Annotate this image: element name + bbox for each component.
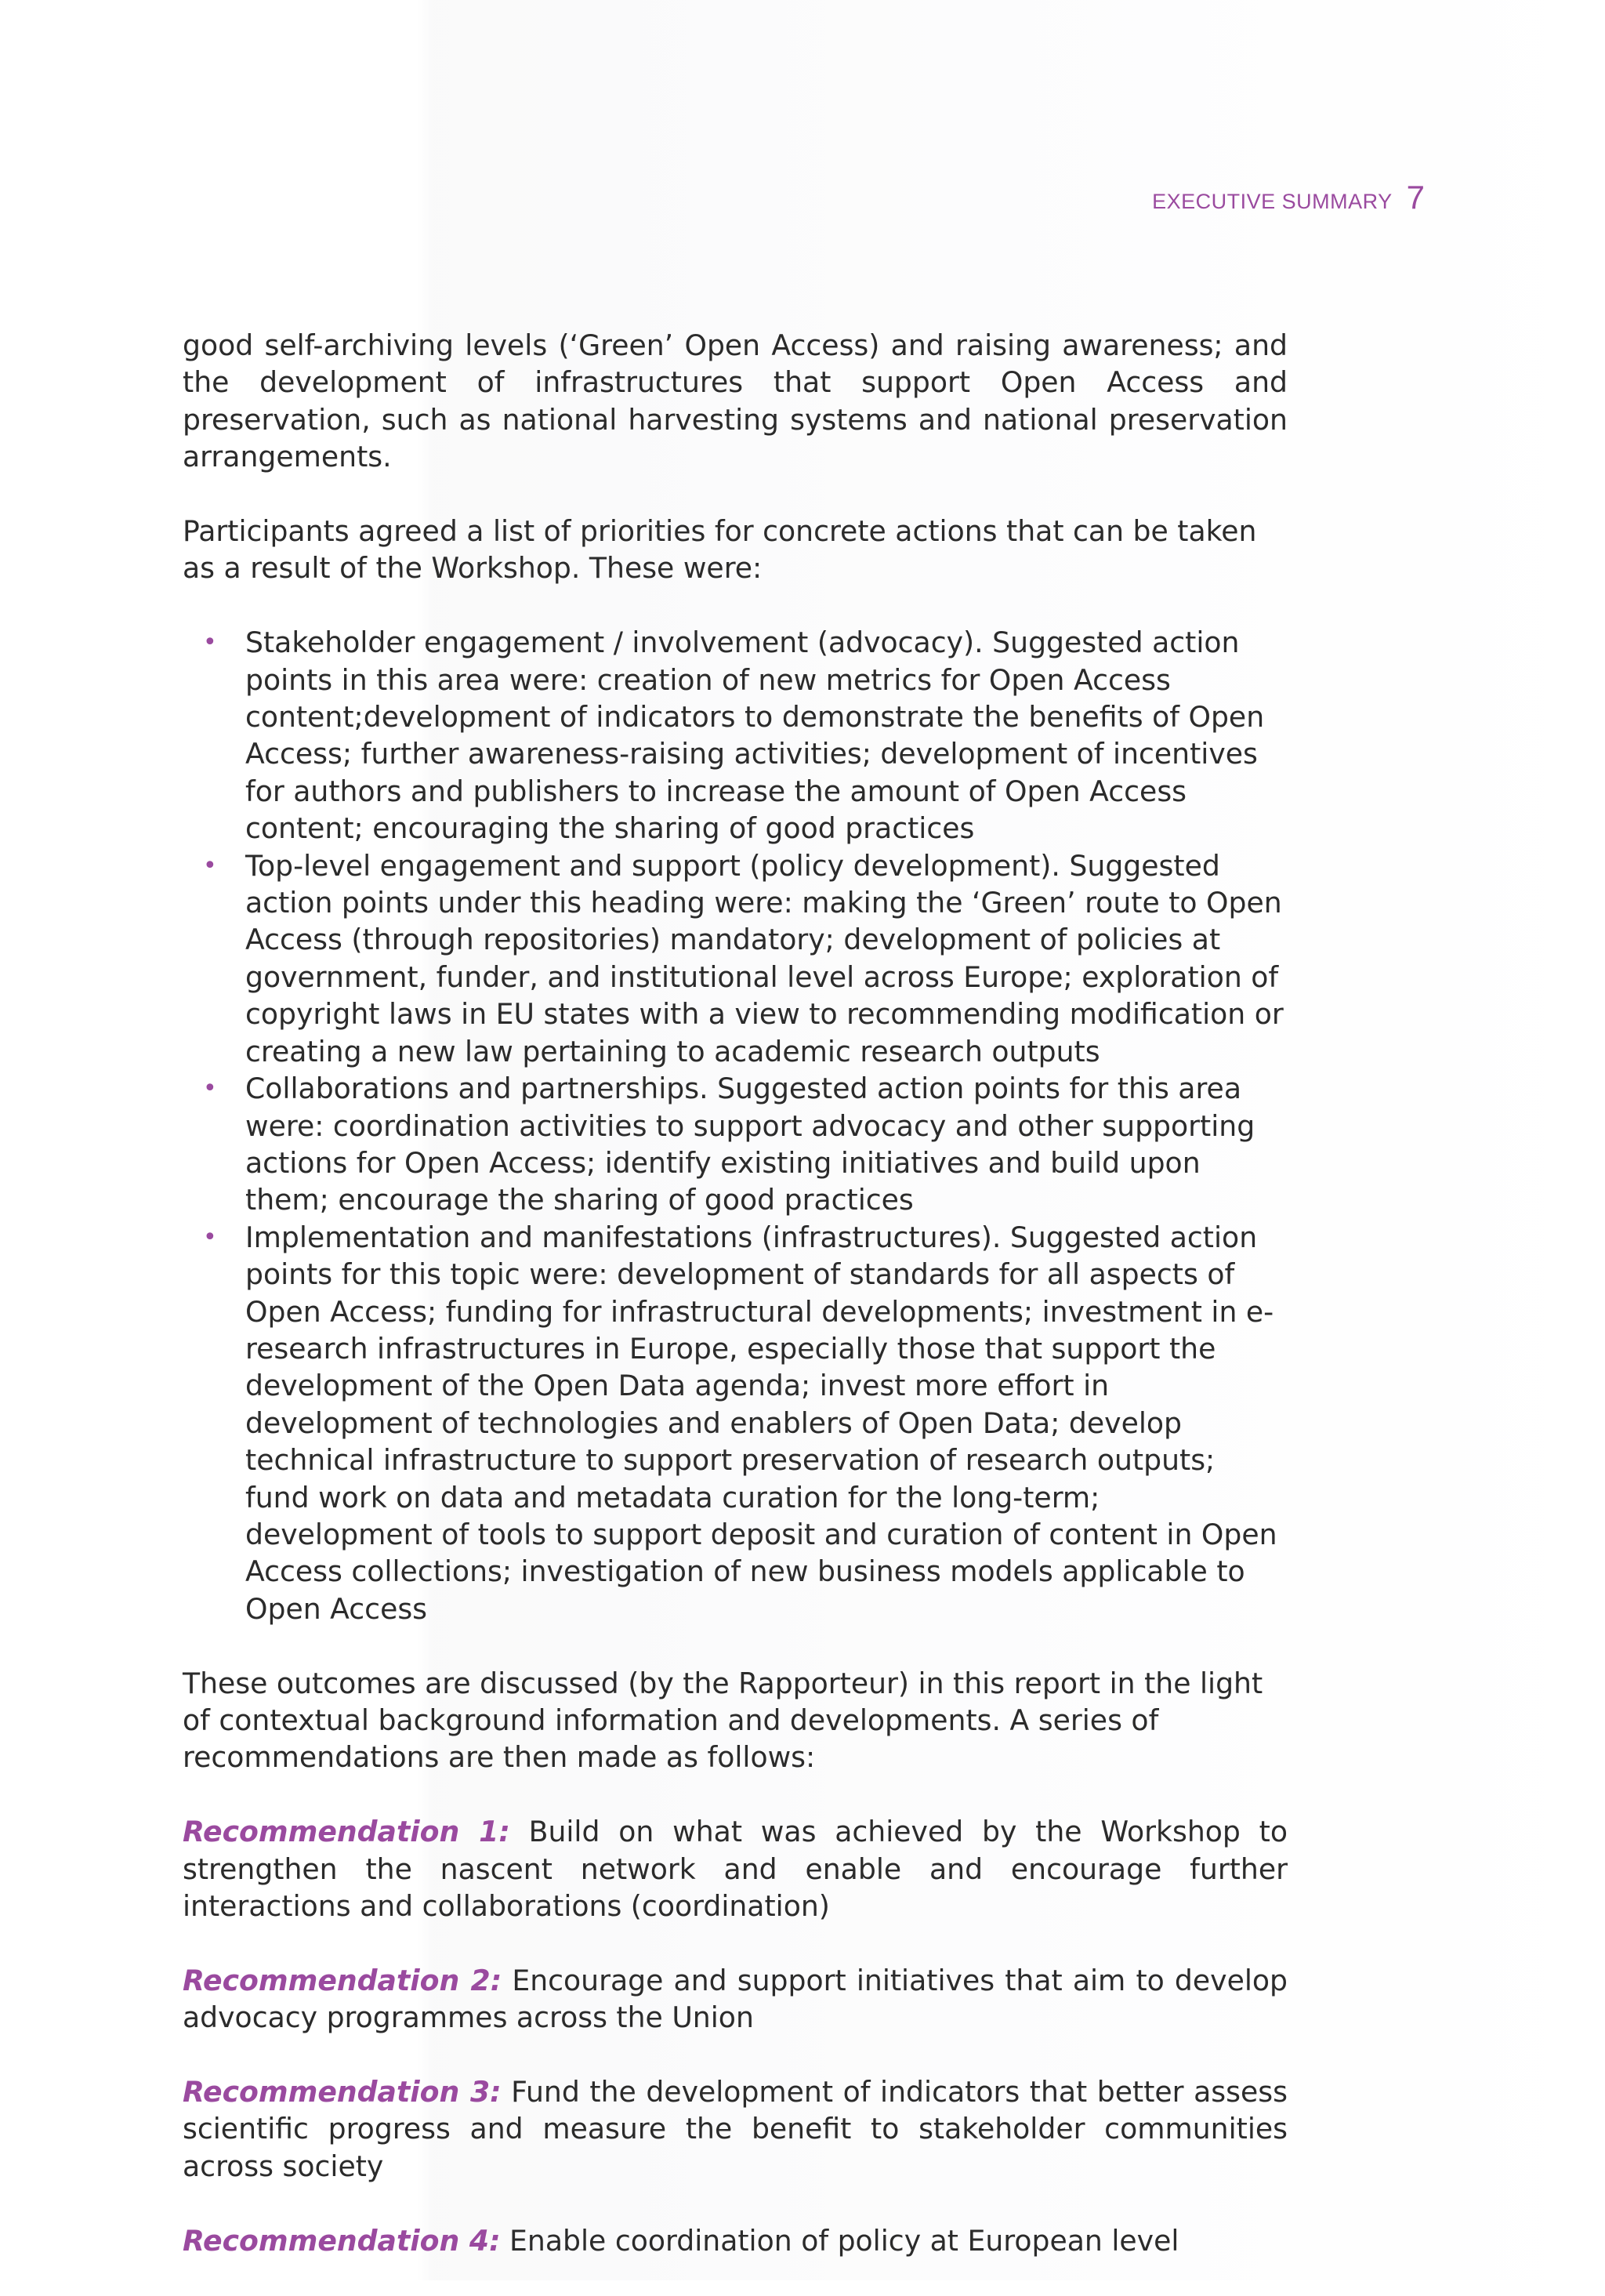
list-item [203,1219,1288,1627]
running-header [1152,179,1425,216]
list-item-text: Implementation and manifestations (infrastructures). Suggested action points for this topic were: development of standards for all aspects of Open Access; funding for infrastructural developments; investment in e-research infrastructures in Europe, especially those that support the development of the Open Data agenda; invest more effort in development of technologies and enablers of Open Data; develop technical infrastructure to support preservation of research outputs; fund work on data and metadata curation for the long-term; development of tools to support deposit and curation of content in Open Access collections; investigation of new business models applicable to Open Access [245,1220,1277,1626]
list-item-text: Collaborations and partnerships. Suggested action points for this area were: coordination activities to support advocacy and other supporting actions for Open Access; identify existing initiatives and build upon them; encourage the sharing of good practices [245,1072,1255,1217]
recommendation-text: Build on what was achieved by the Workshop to strengthen the nascent network and enable and encourage further interactions and collaborations (coordination) [183,1815,1288,1923]
recommendation-label: Recommendation 2: [183,1963,502,1997]
recommendation-label: Recommendation 4: [183,2223,501,2258]
list-item-text: Stakeholder engagement / involvement (advocacy). Suggested action points in this area were: creation of new metrics for Open Access content;development of indicators to demonstrate the benefits of Open Access; further awareness-raising activities; development of incentives for authors and publishers to increase the amount of Open Access content; encouraging the sharing of good practices [245,626,1265,846]
recommendation-1 [183,1813,1288,1924]
recommendation-text: Encourage and support initiatives that aim to develop advocacy programmes across the Union [183,1963,1288,2035]
recommendation-3 [183,2073,1288,2185]
section-title: EXECUTIVE SUMMARY [1152,190,1393,213]
intro-paragraph: good self-archiving levels (‘Green’ Open Access) and raising awareness; and the development of infrastructures that support Open Access and preservation, such as national harvesting systems and national preservation arrangements. [183,328,1288,474]
recommendation-label: Recommendation 1: [183,1815,510,1849]
recommendation-4 [183,2222,1288,2259]
recommendation-2 [183,1962,1288,2037]
recommendation-label: Recommendation 3: [183,2075,502,2109]
recommendation-text: Fund the development of indicators that better assess scientific progress and measure the benefit to stakeholder communities across society [183,2075,1288,2183]
outcomes-paragraph: These outcomes are discussed (by the Rapporteur) in this report in the light of contextual background information and developments. A series of recommendations are then made as follows: [183,1666,1263,1775]
bullet-icon: • [203,1075,217,1103]
page-number: 7 [1406,179,1425,216]
recommendation-text: Enable coordination of policy at European level [500,2223,1179,2258]
list-item [203,624,1288,847]
list-item [203,847,1288,1070]
priorities-list [183,624,1288,1627]
bullet-icon: • [203,1223,217,1251]
priorities-paragraph: Participants agreed a list of priorities for concrete actions that can be taken as a result of the Workshop. These were: [183,514,1257,586]
body-text [183,327,1288,2296]
list-item-text: Top-level engagement and support (policy development). Suggested action points under this heading were: making the ‘Green’ route to Open Access (through repositories) mandatory; development of policies at government, funder, and institutional level across Europe; exploration of copyright laws in EU states with a view to recommending modification or creating a new law pertaining to academic research outputs [245,848,1284,1068]
bullet-icon: • [203,629,217,657]
bullet-icon: • [203,851,217,880]
list-item [203,1070,1288,1219]
